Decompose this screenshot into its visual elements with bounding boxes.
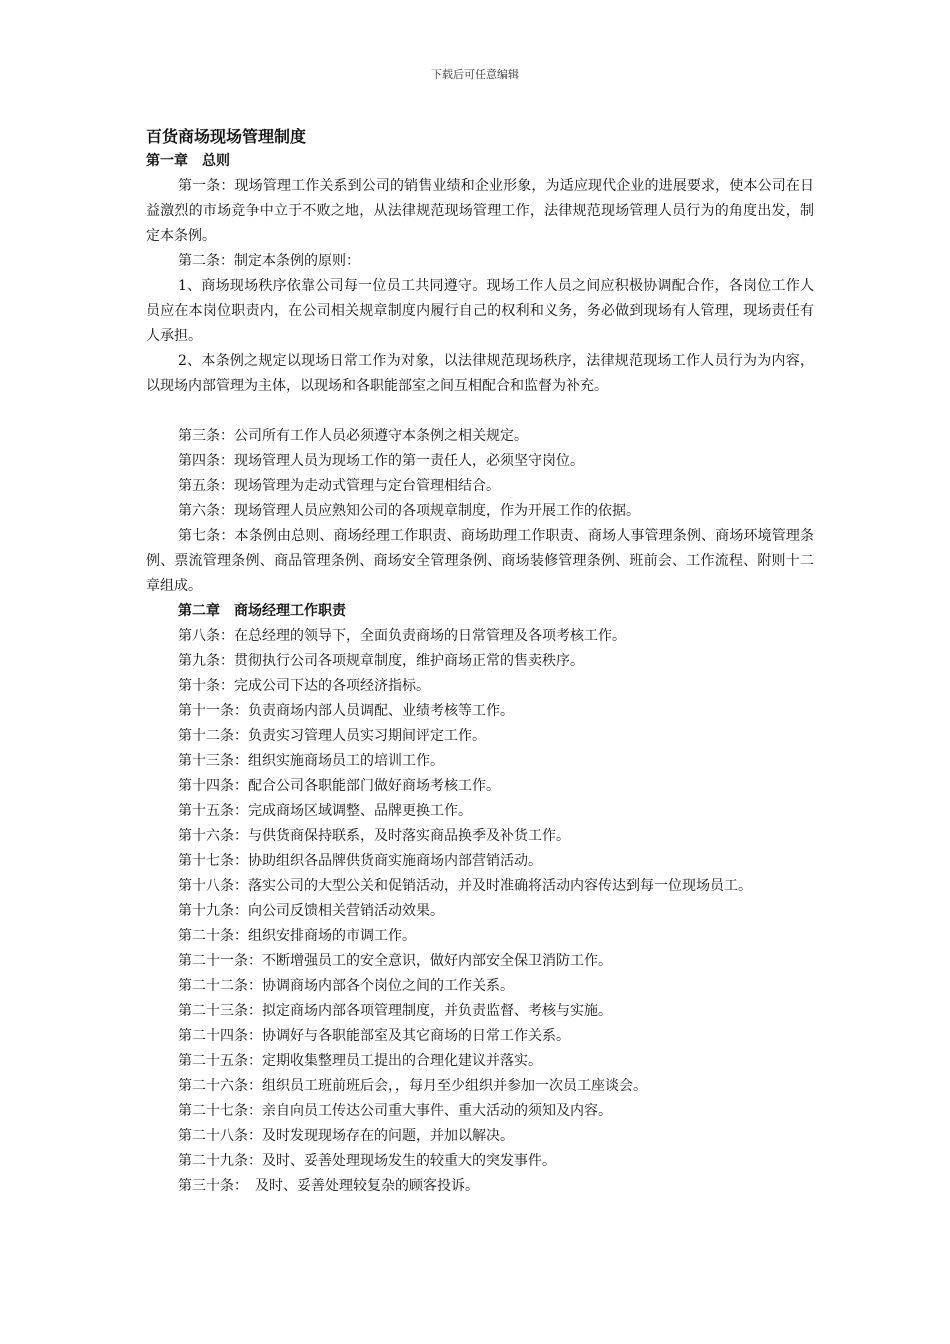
paragraph: 第二十四条：协调好与各职能部室及其它商场的日常工作关系。: [178, 1028, 570, 1044]
paragraph: 第九条：贯彻执行公司各项规章制度，维护商场正常的售卖秩序。: [178, 653, 584, 669]
paragraph: 第二十一条：不断增强员工的安全意识，做好内部安全保卫消防工作。: [178, 953, 612, 969]
paragraph: 第八条：在总经理的领导下，全面负责商场的日常管理及各项考核工作。: [178, 628, 626, 644]
paragraph: 第一条：现场管理工作关系到公司的销售业绩和企业形象，为适应现代企业的进展要求，使本公司在日益激烈的市场竞争中立于不败之地，从法律规范现场管理工作，法律规范现场管理人员行为的角度出发，制定本条例。: [146, 178, 814, 244]
paragraph: 第四条：现场管理人员为现场工作的第一责任人，必须坚守岗位。: [178, 453, 584, 469]
section-b: [146, 424, 814, 599]
paragraph: 第二十九条：及时、妥善处理现场发生的较重大的突发事件。: [178, 1153, 556, 1169]
paragraph: 第二十二条：协调商场内部各个岗位之间的工作关系。: [178, 978, 514, 994]
paragraph: 第十六条：与供货商保持联系，及时落实商品换季及补货工作。: [178, 828, 570, 844]
paragraph: 第七条：本条例由总则、商场经理工作职责、商场助理工作职责、商场人事管理条例、商场环境管理条例、票流管理条例、商品管理条例、商场安全管理条例、商场装修管理条例、班前会、工作流程、附则十二章组成。: [146, 528, 814, 594]
page-header: 下载后可任意编辑: [431, 68, 519, 81]
paragraph: 第十条：完成公司下达的各项经济指标。: [178, 678, 430, 694]
document-title: 百货商场现场管理制度: [146, 127, 307, 146]
paragraph: 1、商场现场秩序依靠公司每一位员工共同遵守。现场工作人员之间应积极协调配合作，各岗位工作人员应在本岗位职责内，在公司相关规章制度内履行自己的权利和义务，务必做到现场有人管理，现场责任有人承担。: [146, 278, 814, 344]
paragraph: 第十八条：落实公司的大型公关和促销活动，并及时准确将活动内容传达到每一位现场员工。: [178, 878, 752, 894]
paragraph: 第十五条：完成商场区域调整、品牌更换工作。: [178, 803, 472, 819]
paragraph: 第二十条：组织安排商场的市调工作。: [178, 928, 416, 944]
blank-line: [146, 399, 814, 424]
paragraph: 第十一条：负责商场内部人员调配、业绩考核等工作。: [178, 703, 514, 719]
paragraph: 第二十八条：及时发现现场存在的问题，并加以解决。: [178, 1128, 514, 1144]
paragraph: 第二十三条：拟定商场内部各项管理制度，并负责监督、考核与实施。: [178, 1003, 612, 1019]
paragraph: 第二十五条：定期收集整理员工提出的合理化建议并落实。: [178, 1053, 542, 1069]
paragraph: 第十七条：协助组织各品牌供货商实施商场内部营销活动。: [178, 853, 542, 869]
paragraph: 第六条：现场管理人员应熟知公司的各项规章制度，作为开展工作的依据。: [178, 503, 640, 519]
paragraph: 第十三条：组织实施商场员工的培训工作。: [178, 753, 444, 769]
chapter-2-heading: 第二章 商场经理工作职责: [178, 603, 346, 619]
section-a: [146, 174, 814, 399]
chapter-1-heading: 第一章 总则: [146, 153, 230, 169]
paragraph: 第五条：现场管理为走动式管理与定台管理相结合。: [178, 478, 500, 494]
paragraph: 2、本条例之规定以现场日常工作为对象，以法律规范现场秩序，法律规范现场工作人员行为为内容，以现场内部管理为主体，以现场和各职能部室之间互相配合和监督为补充。: [146, 353, 814, 394]
document-body: [146, 124, 814, 1199]
paragraph: 第十二条：负责实习管理人员实习期间评定工作。: [178, 728, 486, 744]
paragraph: 第三十条： 及时、妥善处理较复杂的顾客投诉。: [178, 1178, 479, 1194]
paragraph: 第二条：制定本条例的原则：: [178, 253, 360, 269]
paragraph: 第三条：公司所有工作人员必须遵守本条例之相关规定。: [178, 428, 528, 444]
paragraph: 第二十七条：亲自向员工传达公司重大事件、重大活动的须知及内容。: [178, 1103, 612, 1119]
paragraph: 第十四条：配合公司各职能部门做好商场考核工作。: [178, 778, 500, 794]
paragraph: 第二十六条：组织员工班前班后会，，每月至少组织并参加一次员工座谈会。: [178, 1078, 647, 1094]
paragraph: 第十九条：向公司反馈相关营销活动效果。: [178, 903, 444, 919]
section-c: [146, 624, 814, 1199]
